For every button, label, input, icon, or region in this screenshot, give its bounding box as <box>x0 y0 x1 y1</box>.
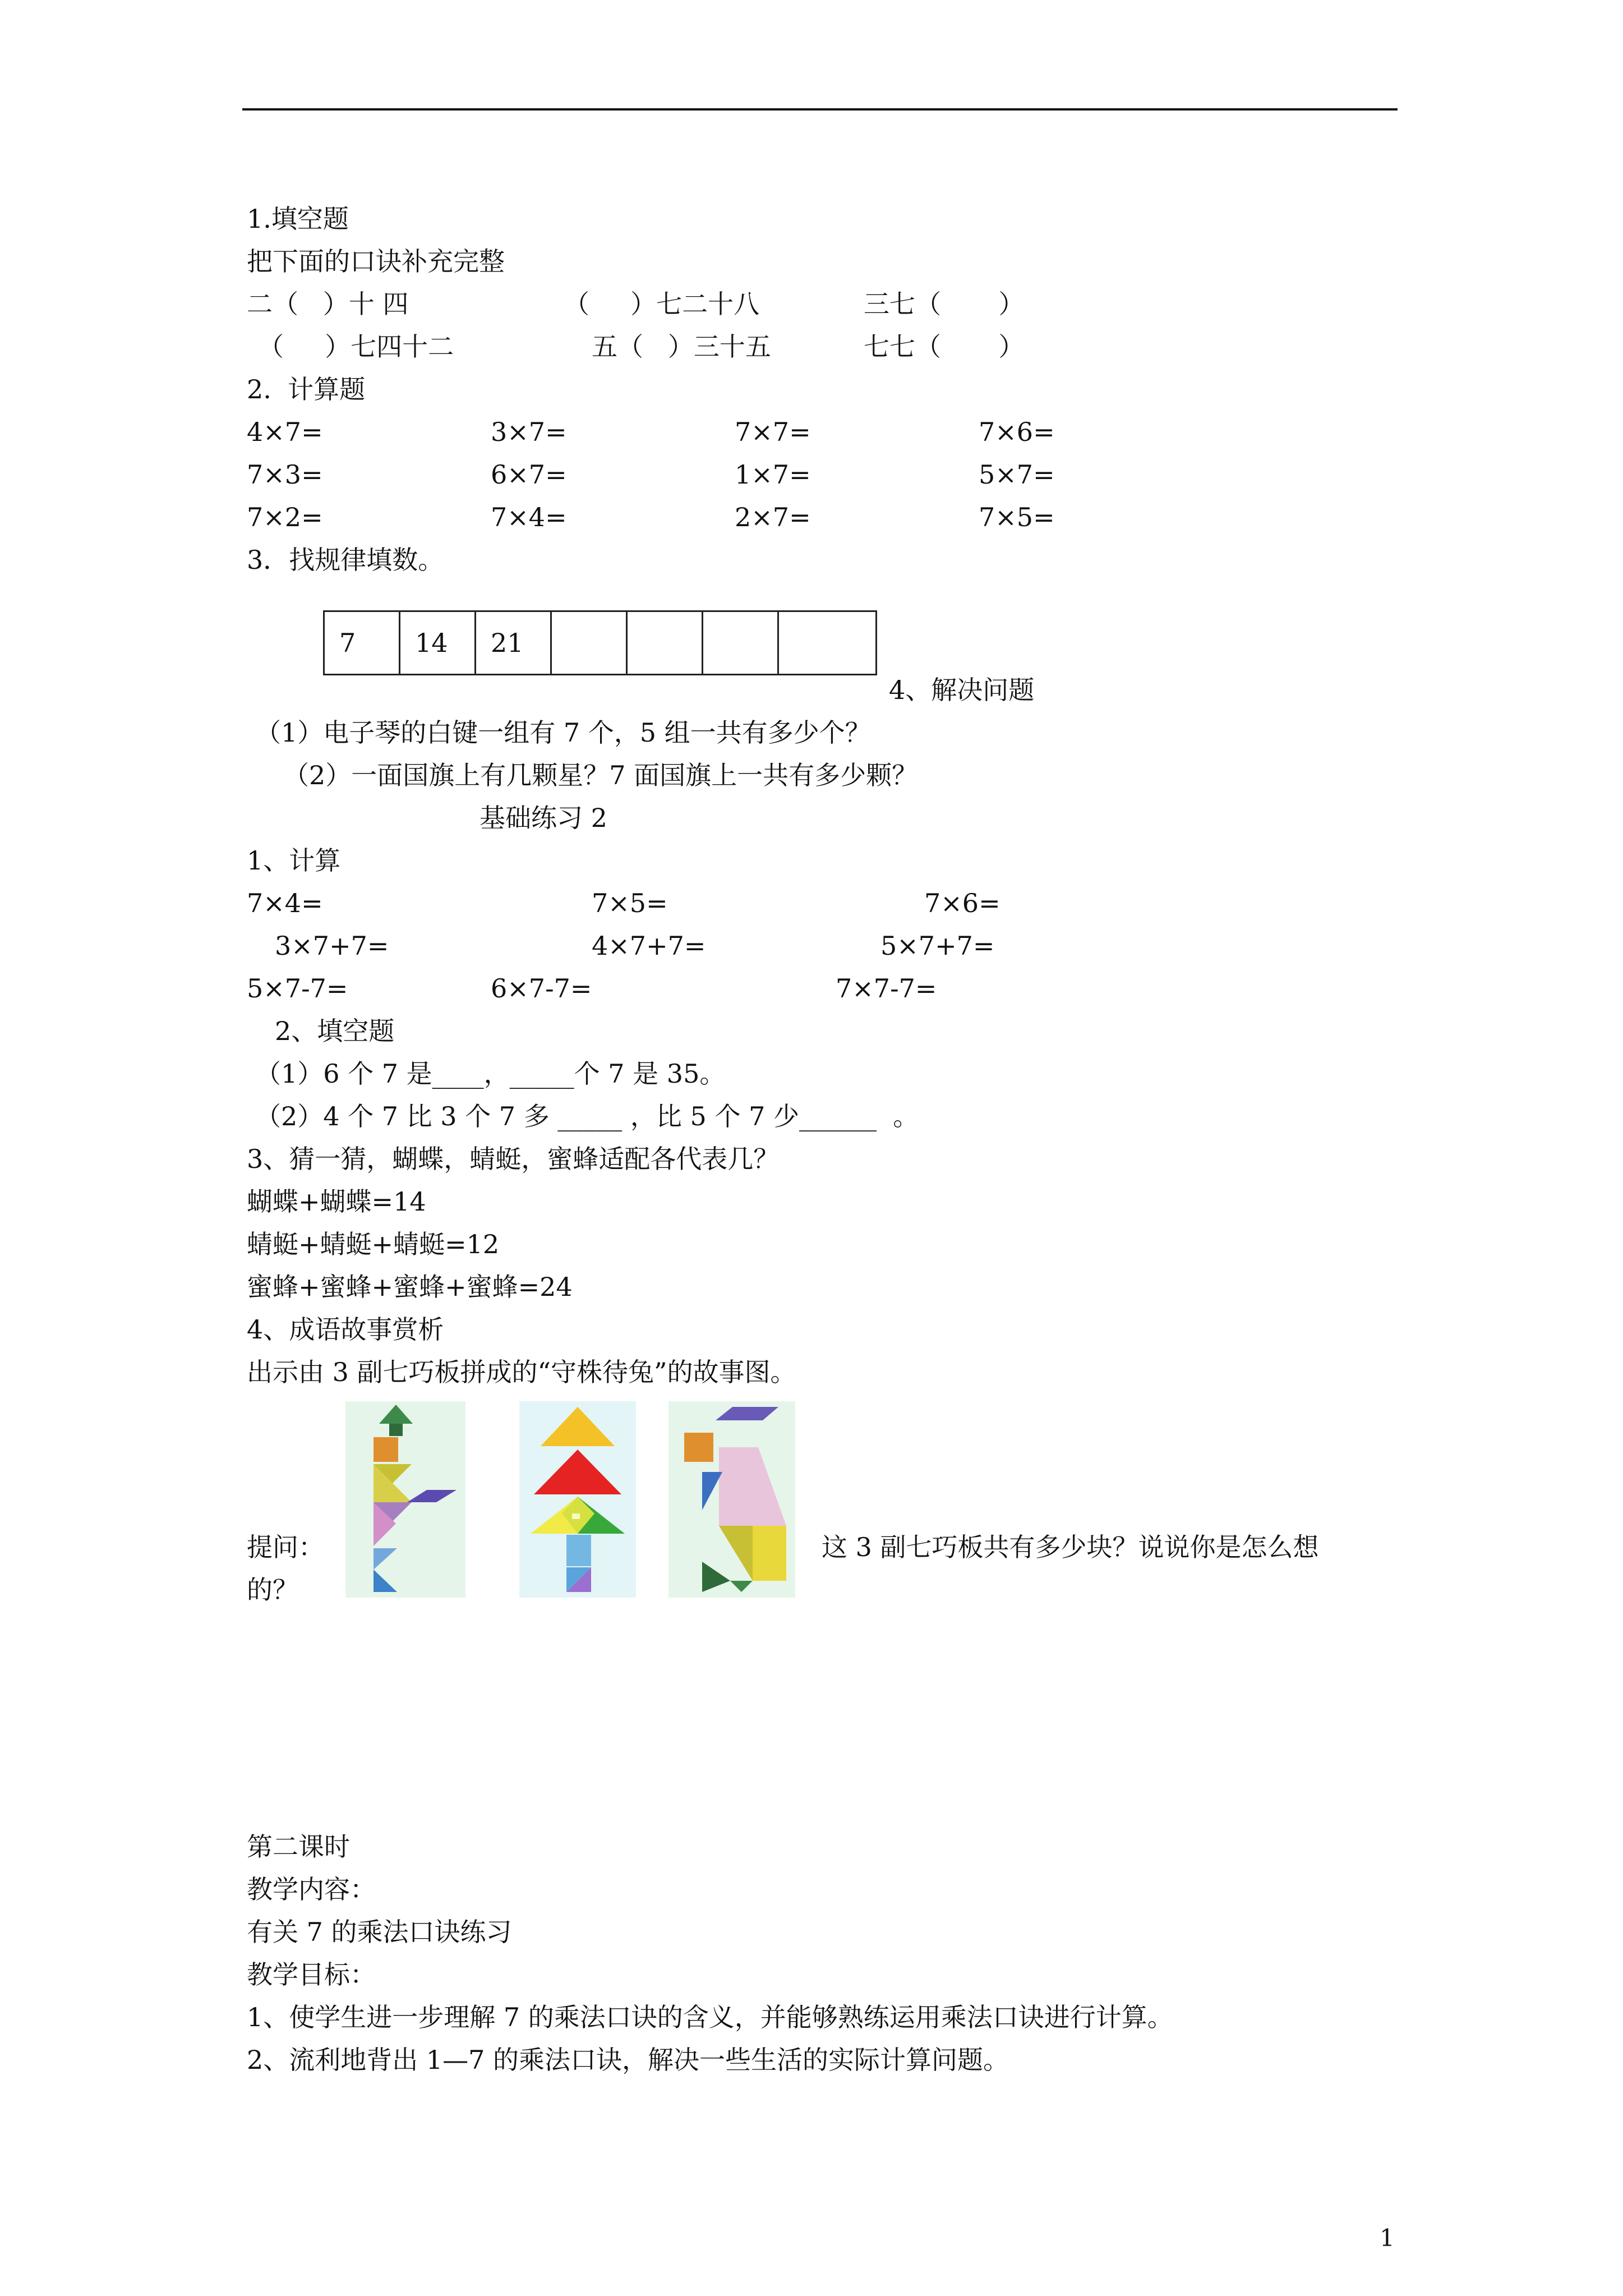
guess-equation: 蝴蝶+蝴蝶=14 <box>247 1186 426 1217</box>
calc-item: 2×7= <box>735 502 811 532</box>
lesson-goal: 2、流利地背出 1—7 的乘法口诀，解决一些生活的实际计算问题。 <box>247 2045 1009 2075</box>
sequence-cell: 7 <box>324 611 400 675</box>
calc-item: 5×7+7= <box>880 931 995 961</box>
tangram-figure-tree <box>519 1401 636 1598</box>
mnemonic-blank: 五（ ）三十五 <box>592 332 771 362</box>
practice-heading: 基础练习 2 <box>479 803 607 833</box>
practice-calc-title: 1、计算 <box>247 845 341 876</box>
header-rule <box>242 108 1398 111</box>
guess-equation: 蜻蜓+蜻蜓+蜻蜓=12 <box>247 1229 500 1259</box>
calc-item: 7×5= <box>979 502 1055 532</box>
ask-text: 这 3 副七巧板共有多少块？说说你是怎么想 <box>822 1532 1319 1562</box>
guess-equation: 蜜蜂+蜜蜂+蜜蜂+蜜蜂=24 <box>247 1272 573 1302</box>
guess-title: 3、猜一猜，蝴蝶，蜻蜓，蜜蜂适配各代表几？ <box>247 1144 780 1174</box>
calc-item: 4×7+7= <box>592 931 706 961</box>
calc-item: 4×7= <box>247 417 323 447</box>
problem-2: （2）一面国旗上有几颗星？7 面国旗上一共有多少颗？ <box>283 760 918 790</box>
calc-item: 5×7-7= <box>247 973 348 1004</box>
calc-item: 7×7= <box>735 417 811 447</box>
lesson-goal: 1、使学生进一步理解 7 的乘法口诀的含义，并能够熟练运用乘法口诀进行计算。 <box>247 2002 1173 2032</box>
calc-item: 7×6= <box>924 888 1000 918</box>
section3-title: 3．找规律填数。 <box>247 545 444 575</box>
fill-item-1: （1）6 个 7 是____，_____个 7 是 35。 <box>255 1059 726 1089</box>
sequence-cell[interactable] <box>778 611 877 675</box>
fill-item-2: （2）4 个 7 比 3 个 7 多 _____ ，比 5 个 7 少______ 。 <box>255 1101 919 1131</box>
calc-item: 7×4= <box>491 502 567 532</box>
sequence-cell: 21 <box>476 611 551 675</box>
calc-item: 6×7= <box>491 459 567 490</box>
lesson-content-label: 教学内容： <box>247 1874 376 1904</box>
sequence-cell: 14 <box>400 611 476 675</box>
ask-tail: 的？ <box>247 1575 298 1605</box>
sequence-cell[interactable] <box>703 611 778 675</box>
sequence-cell[interactable] <box>551 611 627 675</box>
story-text: 出示由 3 副七巧板拼成的“守株待兔”的故事图。 <box>247 1357 796 1387</box>
section2-title: 2. 计算题 <box>247 374 366 404</box>
calc-item: 1×7= <box>735 459 811 490</box>
problem-1: （1）电子琴的白键一组有 7 个，5 组一共有多少个？ <box>255 717 871 748</box>
sequence-cell[interactable] <box>627 611 703 675</box>
calc-item: 7×5= <box>592 888 668 918</box>
calc-item: 6×7-7= <box>491 973 592 1004</box>
lesson-content: 有关 7 的乘法口诀练习 <box>247 1917 512 1947</box>
lesson-period: 第二课时 <box>247 1832 350 1862</box>
section4-title: 4、解决问题 <box>889 675 1035 705</box>
ask-label: 提问： <box>247 1532 324 1562</box>
mnemonic-blank: 三七（ ） <box>864 289 1025 319</box>
lesson-goal-label: 教学目标： <box>247 1959 376 1990</box>
mnemonic-blank: （ ）七四十二 <box>258 332 454 362</box>
calc-item: 5×7= <box>979 459 1055 490</box>
sequence-table <box>323 610 877 675</box>
tangram-figure-person <box>345 1401 465 1598</box>
tangram-figure-rabbit <box>668 1401 795 1598</box>
section1-title: 1.填空题 <box>247 204 349 234</box>
calc-item: 7×2= <box>247 502 323 532</box>
mnemonic-blank: 二（ ）十 四 <box>247 289 409 319</box>
section1-prompt: 把下面的口诀补充完整 <box>247 246 505 277</box>
calc-item: 7×4= <box>247 888 323 918</box>
calc-item: 7×3= <box>247 459 323 490</box>
calc-item: 3×7+7= <box>275 931 389 961</box>
calc-item: 7×7-7= <box>836 973 937 1004</box>
fill-title: 2、填空题 <box>275 1016 395 1046</box>
mnemonic-blank: （ ）七二十八 <box>564 289 760 319</box>
mnemonic-blank: 七七（ ） <box>864 332 1025 362</box>
calc-item: 3×7= <box>491 417 567 447</box>
story-title: 4、成语故事赏析 <box>247 1314 444 1345</box>
page-number: 1 <box>1380 2224 1395 2252</box>
calc-item: 7×6= <box>979 417 1055 447</box>
